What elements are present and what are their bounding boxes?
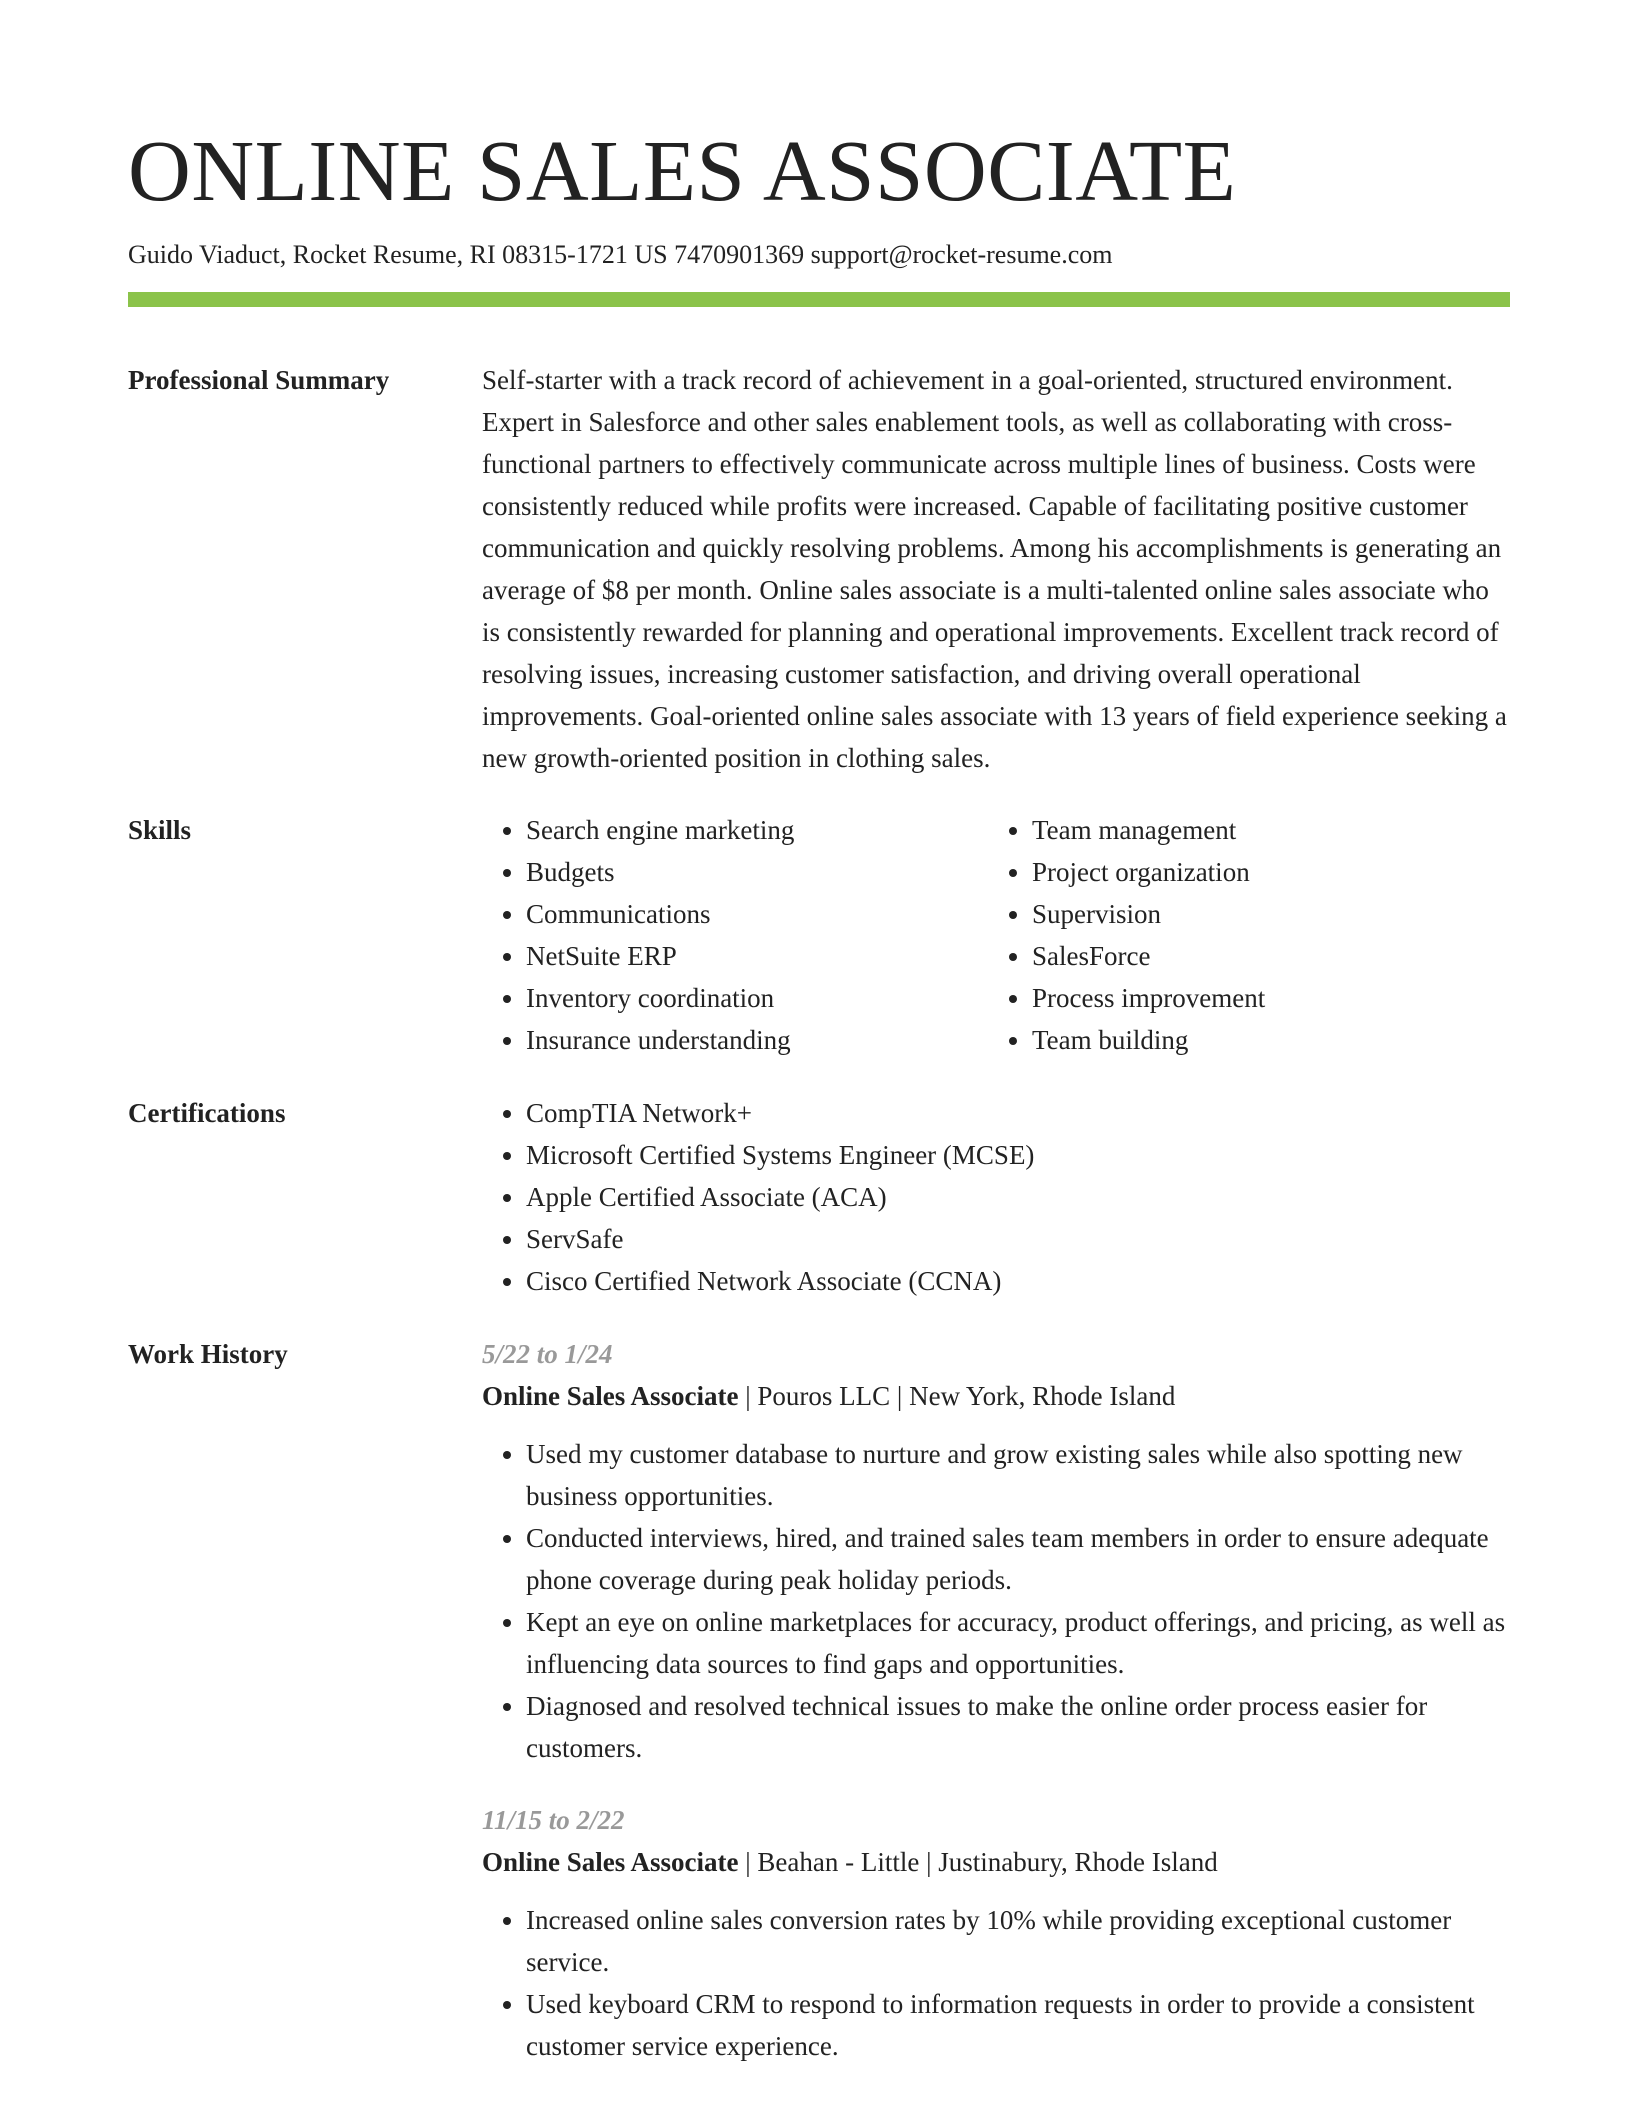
skill-item: • SalesForce — [1032, 935, 1494, 977]
job-title: Online Sales Associate — [482, 1381, 739, 1411]
job-bullet: • Diagnosed and resolved technical issues to make the online order process easier for customers. — [526, 1685, 1510, 1769]
resume-title: ONLINE SALES ASSOCIATE — [128, 122, 1237, 219]
summary-heading: Professional Summary — [128, 365, 390, 395]
job-employer-location: | Beahan - Little | Justinabury, Rhode Island — [738, 1847, 1218, 1877]
skill-item: • NetSuite ERP — [526, 935, 988, 977]
job-bullet: • Conducted interviews, hired, and trained sales team members in order to ensure adequate phone coverage during peak holiday periods. — [526, 1517, 1510, 1601]
skills-column-left — [482, 809, 988, 1061]
job-dates: 5/22 to 1/24 — [482, 1339, 613, 1369]
certification-item: • ServSafe — [526, 1218, 1510, 1260]
skills-column-right — [988, 809, 1494, 1061]
certification-item: • Microsoft Certified Systems Engineer (MCSE) — [526, 1134, 1510, 1176]
skill-item: • Supervision — [1032, 893, 1494, 935]
job-employer-location: | Pouros LLC | New York, Rhode Island — [738, 1381, 1176, 1411]
work-history-body — [482, 1333, 1510, 2067]
job-bullet: • Kept an eye on online marketplaces for accuracy, product offerings, and pricing, as well as influencing data sources to find gaps and opportunities. — [526, 1601, 1510, 1685]
skill-item: • Inventory coordination — [526, 977, 988, 1019]
certifications-section — [128, 1092, 1510, 1302]
job-bullet: • Increased online sales conversion rates by 10% while providing exceptional customer service. — [526, 1899, 1510, 1983]
job-entry — [482, 1333, 1510, 1769]
skill-item: • Communications — [526, 893, 988, 935]
certifications-heading: Certifications — [128, 1098, 286, 1128]
work-history-section — [128, 1333, 1510, 2067]
resume-page — [128, 118, 1510, 2067]
job-header — [482, 1375, 1510, 1417]
job-header — [482, 1841, 1510, 1883]
skill-item: • Search engine marketing — [526, 809, 988, 851]
certification-item: • CompTIA Network+ — [526, 1092, 1510, 1134]
job-bullet: • Used keyboard CRM to respond to information requests in order to provide a consistent customer service experience. — [526, 1983, 1510, 2067]
certification-item: • Cisco Certified Network Associate (CCNA) — [526, 1260, 1510, 1302]
certification-item: • Apple Certified Associate (ACA) — [526, 1176, 1510, 1218]
certifications-body — [482, 1092, 1510, 1302]
skill-item: • Insurance understanding — [526, 1019, 988, 1061]
job-dates: 11/15 to 2/22 — [482, 1805, 625, 1835]
skills-body — [482, 809, 1510, 1061]
summary-text: Self-starter with a track record of achievement in a goal-oriented, structured environment. Expert in Salesforce and other sales enablement tools, as well as collaborating with cross-functional partners to effectively communicate across multiple lines of business. Costs were consistently reduced while profits were increased. Capable of facilitating positive customer communication and quickly resolving problems. Among his accomplishments is generating an average of $8 per month. Online sales associate is a multi-talented online sales associate who is consistently rewarded for planning and operational improvements. Excellent track record of resolving issues, increasing customer satisfaction, and driving overall operational improvements. Goal-oriented online sales associate with 13 years of field experience seeking a new growth-oriented position in clothing sales. — [482, 365, 1507, 773]
skills-section — [128, 809, 1510, 1061]
skill-item: • Process improvement — [1032, 977, 1494, 1019]
job-title: Online Sales Associate — [482, 1847, 739, 1877]
skill-item: • Budgets — [526, 851, 988, 893]
job-bullet: • Used my customer database to nurture and grow existing sales while also spotting new business opportunities. — [526, 1433, 1510, 1517]
skill-item: • Team management — [1032, 809, 1494, 851]
skill-item: • Project organization — [1032, 851, 1494, 893]
accent-divider — [128, 292, 1510, 307]
contact-line: Guido Viaduct, Rocket Resume, RI 08315-1721 US 7470901369 support@rocket-resume.com — [128, 240, 1113, 269]
job-entry — [482, 1799, 1510, 2067]
skills-heading: Skills — [128, 815, 192, 845]
skill-item: • Team building — [1032, 1019, 1494, 1061]
work-history-heading: Work History — [128, 1339, 288, 1369]
summary-section — [128, 359, 1510, 779]
